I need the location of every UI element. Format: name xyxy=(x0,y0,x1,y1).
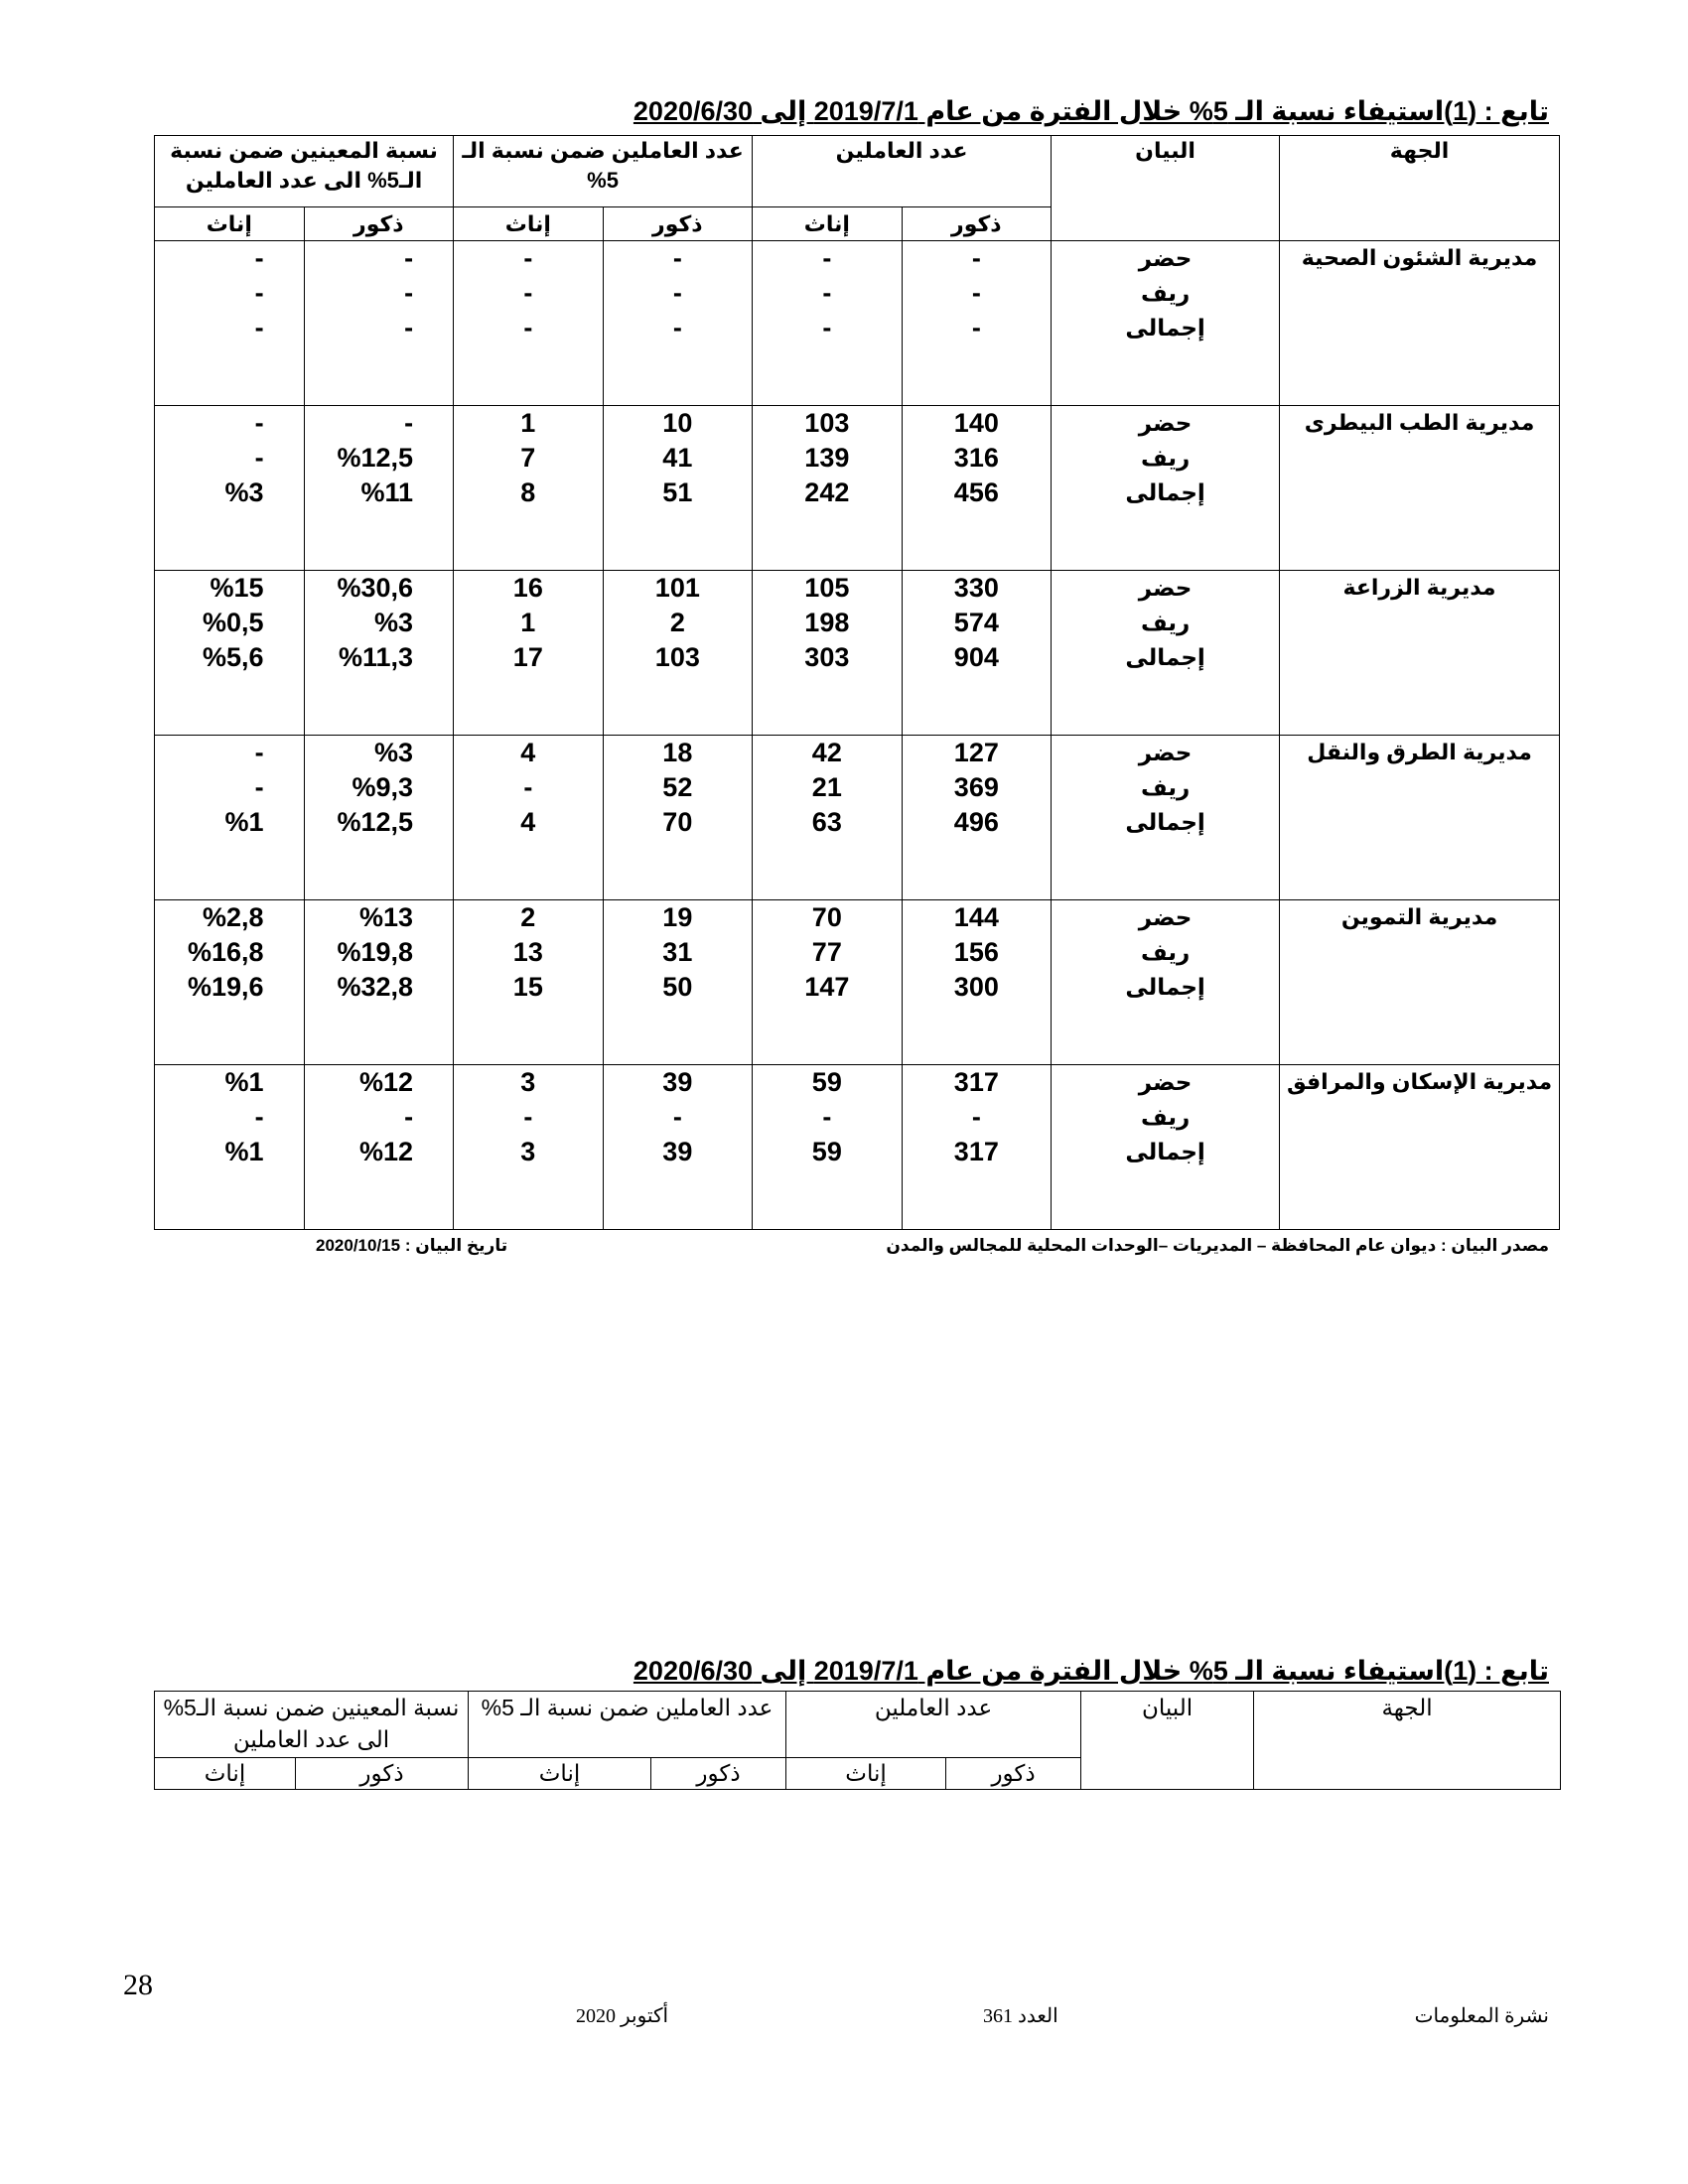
cell-value: %1 xyxy=(224,1067,264,1097)
ratio-male-cell xyxy=(304,406,454,571)
w5-female-cell xyxy=(454,900,604,1065)
cell-value: %13 xyxy=(359,902,414,932)
table2-header-statement: البيان xyxy=(1081,1692,1254,1790)
cell-value: 316 xyxy=(953,443,999,473)
cell-value: %19,8 xyxy=(337,937,414,967)
cell-value: %2,8 xyxy=(203,902,264,932)
table-row xyxy=(155,241,1560,406)
cell-value: %12 xyxy=(359,1137,414,1166)
cell-value: 103 xyxy=(804,408,850,438)
cell-value: 17 xyxy=(512,642,543,672)
w5-female-cell xyxy=(454,736,604,900)
cell-value: - xyxy=(254,738,264,767)
cell-value: 144 xyxy=(953,902,999,932)
cell-value: - xyxy=(672,1102,682,1132)
cell-value: - xyxy=(523,772,533,802)
table1-body xyxy=(155,241,1560,1230)
cell-value: - xyxy=(822,313,832,342)
table2-header-w5-female: إناث xyxy=(469,1758,651,1790)
cell-value: - xyxy=(523,313,533,342)
cell-value: %0,5 xyxy=(203,608,264,637)
data-date: تاريخ البيان : 2020/10/15 xyxy=(316,1236,508,1255)
cell-value: 41 xyxy=(662,443,693,473)
cell-value: - xyxy=(971,243,981,273)
statement-label: ريف xyxy=(1140,939,1191,965)
cell-value: - xyxy=(822,1102,832,1132)
entity-cell: مديرية الشئون الصحية xyxy=(1280,241,1560,406)
cell-value: 59 xyxy=(811,1137,842,1166)
statement-label: ريف xyxy=(1140,445,1191,471)
entity-cell: مديرية الطرق والنقل xyxy=(1280,736,1560,900)
table1-title: تابع : (1)استيفاء نسبة الـ 5% خلال الفترة من عام 2019/7/1 إلى 2020/6/30 xyxy=(633,96,1549,126)
cell-value: - xyxy=(404,278,414,308)
header-w5-female: إناث xyxy=(454,207,604,241)
cell-value: 3 xyxy=(520,1067,536,1097)
cell-value: 300 xyxy=(953,972,999,1002)
workers-female-cell xyxy=(753,406,903,571)
statement-label: حضر xyxy=(1138,904,1193,930)
cell-value: 77 xyxy=(811,937,842,967)
cell-value: %30,6 xyxy=(337,573,414,603)
cell-value: %1 xyxy=(224,1137,264,1166)
table2-header-w5-male: ذكور xyxy=(651,1758,786,1790)
entity-cell: مديرية الطب البيطرى xyxy=(1280,406,1560,571)
workers-female-cell xyxy=(753,241,903,406)
cell-value: 242 xyxy=(804,478,850,507)
header-statement: البيان xyxy=(1052,136,1280,241)
statement-label: إجمالى xyxy=(1125,315,1205,341)
table-row xyxy=(155,900,1560,1065)
cell-value: - xyxy=(672,243,682,273)
cell-value: 52 xyxy=(662,772,693,802)
cell-value: %19,6 xyxy=(188,972,264,1002)
table2-header-entity: الجهة xyxy=(1254,1692,1561,1790)
entity-cell: مديرية التموين xyxy=(1280,900,1560,1065)
entity-cell: مديرية الزراعة xyxy=(1280,571,1560,736)
workers-male-cell xyxy=(902,406,1052,571)
cell-value: 317 xyxy=(953,1067,999,1097)
cell-value: - xyxy=(971,313,981,342)
statement-label: ريف xyxy=(1140,774,1191,800)
statement-label: إجمالى xyxy=(1125,479,1205,505)
footer-publication: نشرة المعلومات xyxy=(1414,2005,1549,2027)
header-workers: عدد العاملين xyxy=(753,136,1052,207)
cell-value: - xyxy=(822,243,832,273)
cell-value: - xyxy=(523,243,533,273)
cell-value: %9,3 xyxy=(352,772,414,802)
cell-value: - xyxy=(404,1102,414,1132)
statement-cell xyxy=(1052,900,1280,1065)
cell-value: %15 xyxy=(210,573,264,603)
table-row xyxy=(155,571,1560,736)
cell-value: 2 xyxy=(669,608,685,637)
cell-value: - xyxy=(404,313,414,342)
cell-value: 156 xyxy=(953,937,999,967)
cell-value: - xyxy=(404,243,414,273)
w5-female-cell xyxy=(454,241,604,406)
statement-cell xyxy=(1052,571,1280,736)
cell-value: - xyxy=(822,278,832,308)
table2-header-ratio-female: إناث xyxy=(155,1758,296,1790)
cell-value: 39 xyxy=(662,1137,693,1166)
cell-value: - xyxy=(672,313,682,342)
statement-cell xyxy=(1052,1065,1280,1230)
workers-male-cell xyxy=(902,1065,1052,1230)
cell-value: 904 xyxy=(953,642,999,672)
workers-female-cell xyxy=(753,1065,903,1230)
table2-title: تابع : (1)استيفاء نسبة الـ 5% خلال الفترة من عام 2019/7/1 إلى 2020/6/30 xyxy=(633,1656,1549,1686)
cell-value: - xyxy=(254,1102,264,1132)
w5-female-cell xyxy=(454,406,604,571)
header-workers-female: إناث xyxy=(753,207,903,241)
statement-label: حضر xyxy=(1138,740,1193,765)
cell-value: 317 xyxy=(953,1137,999,1166)
cell-value: - xyxy=(254,443,264,473)
cell-value: 51 xyxy=(662,478,693,507)
cell-value: 105 xyxy=(804,573,850,603)
ratio-female-cell xyxy=(155,571,305,736)
cell-value: 8 xyxy=(520,478,536,507)
cell-value: %32,8 xyxy=(337,972,414,1002)
cell-value: 4 xyxy=(520,807,536,837)
page-number: 28 xyxy=(123,1969,153,2001)
cell-value: 63 xyxy=(811,807,842,837)
statement-label: إجمالى xyxy=(1125,644,1205,670)
cell-value: 198 xyxy=(804,608,850,637)
statement-label: ريف xyxy=(1140,610,1191,635)
w5-male-cell xyxy=(603,406,753,571)
table2-header-workers-female: إناث xyxy=(786,1758,946,1790)
header-ratio-male: ذكور xyxy=(304,207,454,241)
w5-female-cell xyxy=(454,571,604,736)
table-row xyxy=(155,736,1560,900)
table2 xyxy=(154,1691,1561,1790)
ratio-female-cell xyxy=(155,736,305,900)
statement-label: إجمالى xyxy=(1125,1139,1205,1164)
ratio-male-cell xyxy=(304,571,454,736)
table-row xyxy=(155,1065,1560,1230)
table2-header-ratio: نسبة المعينين ضمن نسبة الـ5% الى عدد العاملين xyxy=(155,1692,469,1758)
header-workers-5pct: عدد العاملين ضمن نسبة الـ 5% xyxy=(454,136,753,207)
cell-value: 1 xyxy=(520,608,536,637)
statement-label: حضر xyxy=(1138,245,1193,271)
cell-value: - xyxy=(254,772,264,802)
cell-value: 7 xyxy=(520,443,536,473)
cell-value: %3 xyxy=(374,608,414,637)
statement-label: ريف xyxy=(1140,280,1191,306)
cell-value: %11,3 xyxy=(338,642,414,672)
table2-header-workers: عدد العاملين xyxy=(786,1692,1081,1758)
header-workers-male: ذكور xyxy=(902,207,1052,241)
ratio-female-cell xyxy=(155,1065,305,1230)
cell-value: 496 xyxy=(953,807,999,837)
cell-value: 1 xyxy=(520,408,536,438)
cell-value: 303 xyxy=(804,642,850,672)
statement-cell xyxy=(1052,241,1280,406)
cell-value: %12,5 xyxy=(337,443,414,473)
cell-value: %11 xyxy=(360,478,414,507)
table2-header-ratio-male: ذكور xyxy=(296,1758,469,1790)
cell-value: 147 xyxy=(804,972,850,1002)
workers-male-cell xyxy=(902,900,1052,1065)
cell-value: 15 xyxy=(512,972,543,1002)
cell-value: %16,8 xyxy=(188,937,264,967)
statement-cell xyxy=(1052,736,1280,900)
workers-male-cell xyxy=(902,241,1052,406)
cell-value: - xyxy=(672,278,682,308)
cell-value: 19 xyxy=(662,902,693,932)
cell-value: 39 xyxy=(662,1067,693,1097)
workers-female-cell xyxy=(753,900,903,1065)
w5-male-cell xyxy=(603,241,753,406)
statement-label: حضر xyxy=(1138,1069,1193,1095)
ratio-female-cell xyxy=(155,241,305,406)
ratio-female-cell xyxy=(155,900,305,1065)
table1 xyxy=(154,135,1560,1230)
cell-value: 31 xyxy=(662,937,693,967)
header-ratio: نسبة المعينين ضمن نسبة الـ5% الى عدد العاملين xyxy=(155,136,454,207)
cell-value: 139 xyxy=(804,443,850,473)
cell-value: 103 xyxy=(654,642,700,672)
w5-male-cell xyxy=(603,571,753,736)
w5-male-cell xyxy=(603,900,753,1065)
cell-value: %3 xyxy=(224,478,264,507)
statement-label: ريف xyxy=(1140,1104,1191,1130)
cell-value: 16 xyxy=(512,573,543,603)
header-ratio-female: إناث xyxy=(155,207,305,241)
footer-month: أكتوبر 2020 xyxy=(576,2005,669,2027)
cell-value: 456 xyxy=(953,478,999,507)
statement-label: إجمالى xyxy=(1125,809,1205,835)
cell-value: 2 xyxy=(520,902,536,932)
cell-value: %3 xyxy=(374,738,414,767)
w5-male-cell xyxy=(603,1065,753,1230)
cell-value: 70 xyxy=(662,807,693,837)
cell-value: 330 xyxy=(953,573,999,603)
cell-value: 42 xyxy=(811,738,842,767)
cell-value: %12 xyxy=(359,1067,414,1097)
cell-value: 140 xyxy=(953,408,999,438)
cell-value: 369 xyxy=(953,772,999,802)
cell-value: 70 xyxy=(811,902,842,932)
cell-value: 50 xyxy=(662,972,693,1002)
cell-value: 59 xyxy=(811,1067,842,1097)
cell-value: 101 xyxy=(654,573,700,603)
cell-value: - xyxy=(254,408,264,438)
cell-value: 4 xyxy=(520,738,536,767)
statement-label: إجمالى xyxy=(1125,974,1205,1000)
table2-header-workers-5pct: عدد العاملين ضمن نسبة الـ 5% xyxy=(469,1692,786,1758)
ratio-male-cell xyxy=(304,736,454,900)
ratio-male-cell xyxy=(304,241,454,406)
statement-cell xyxy=(1052,406,1280,571)
cell-value: 13 xyxy=(512,937,543,967)
workers-female-cell xyxy=(753,736,903,900)
cell-value: %1 xyxy=(224,807,264,837)
cell-value: - xyxy=(404,408,414,438)
cell-value: 21 xyxy=(811,772,842,802)
statement-label: حضر xyxy=(1138,575,1193,601)
ratio-male-cell xyxy=(304,1065,454,1230)
ratio-female-cell xyxy=(155,406,305,571)
cell-value: %5,6 xyxy=(203,642,264,672)
w5-male-cell xyxy=(603,736,753,900)
cell-value: - xyxy=(254,313,264,342)
cell-value: 10 xyxy=(662,408,693,438)
cell-value: - xyxy=(971,1102,981,1132)
cell-value: - xyxy=(971,278,981,308)
workers-male-cell xyxy=(902,736,1052,900)
cell-value: 574 xyxy=(953,608,999,637)
cell-value: 3 xyxy=(520,1137,536,1166)
table-row xyxy=(155,406,1560,571)
cell-value: - xyxy=(523,278,533,308)
cell-value: 127 xyxy=(953,738,999,767)
footer-issue: العدد 361 xyxy=(983,2005,1058,2027)
header-w5-male: ذكور xyxy=(603,207,753,241)
header-entity: الجهة xyxy=(1280,136,1560,241)
cell-value: %12,5 xyxy=(337,807,414,837)
w5-female-cell xyxy=(454,1065,604,1230)
ratio-male-cell xyxy=(304,900,454,1065)
statement-label: حضر xyxy=(1138,410,1193,436)
table2-header-workers-male: ذكور xyxy=(946,1758,1081,1790)
workers-male-cell xyxy=(902,571,1052,736)
data-source: مصدر البيان : ديوان عام المحافظة – المديريات –الوحدات المحلية للمجالس والمدن xyxy=(886,1236,1549,1255)
entity-cell: مديرية الإسكان والمرافق xyxy=(1280,1065,1560,1230)
workers-female-cell xyxy=(753,571,903,736)
cell-value: - xyxy=(254,278,264,308)
cell-value: - xyxy=(523,1102,533,1132)
cell-value: 18 xyxy=(662,738,693,767)
cell-value: - xyxy=(254,243,264,273)
